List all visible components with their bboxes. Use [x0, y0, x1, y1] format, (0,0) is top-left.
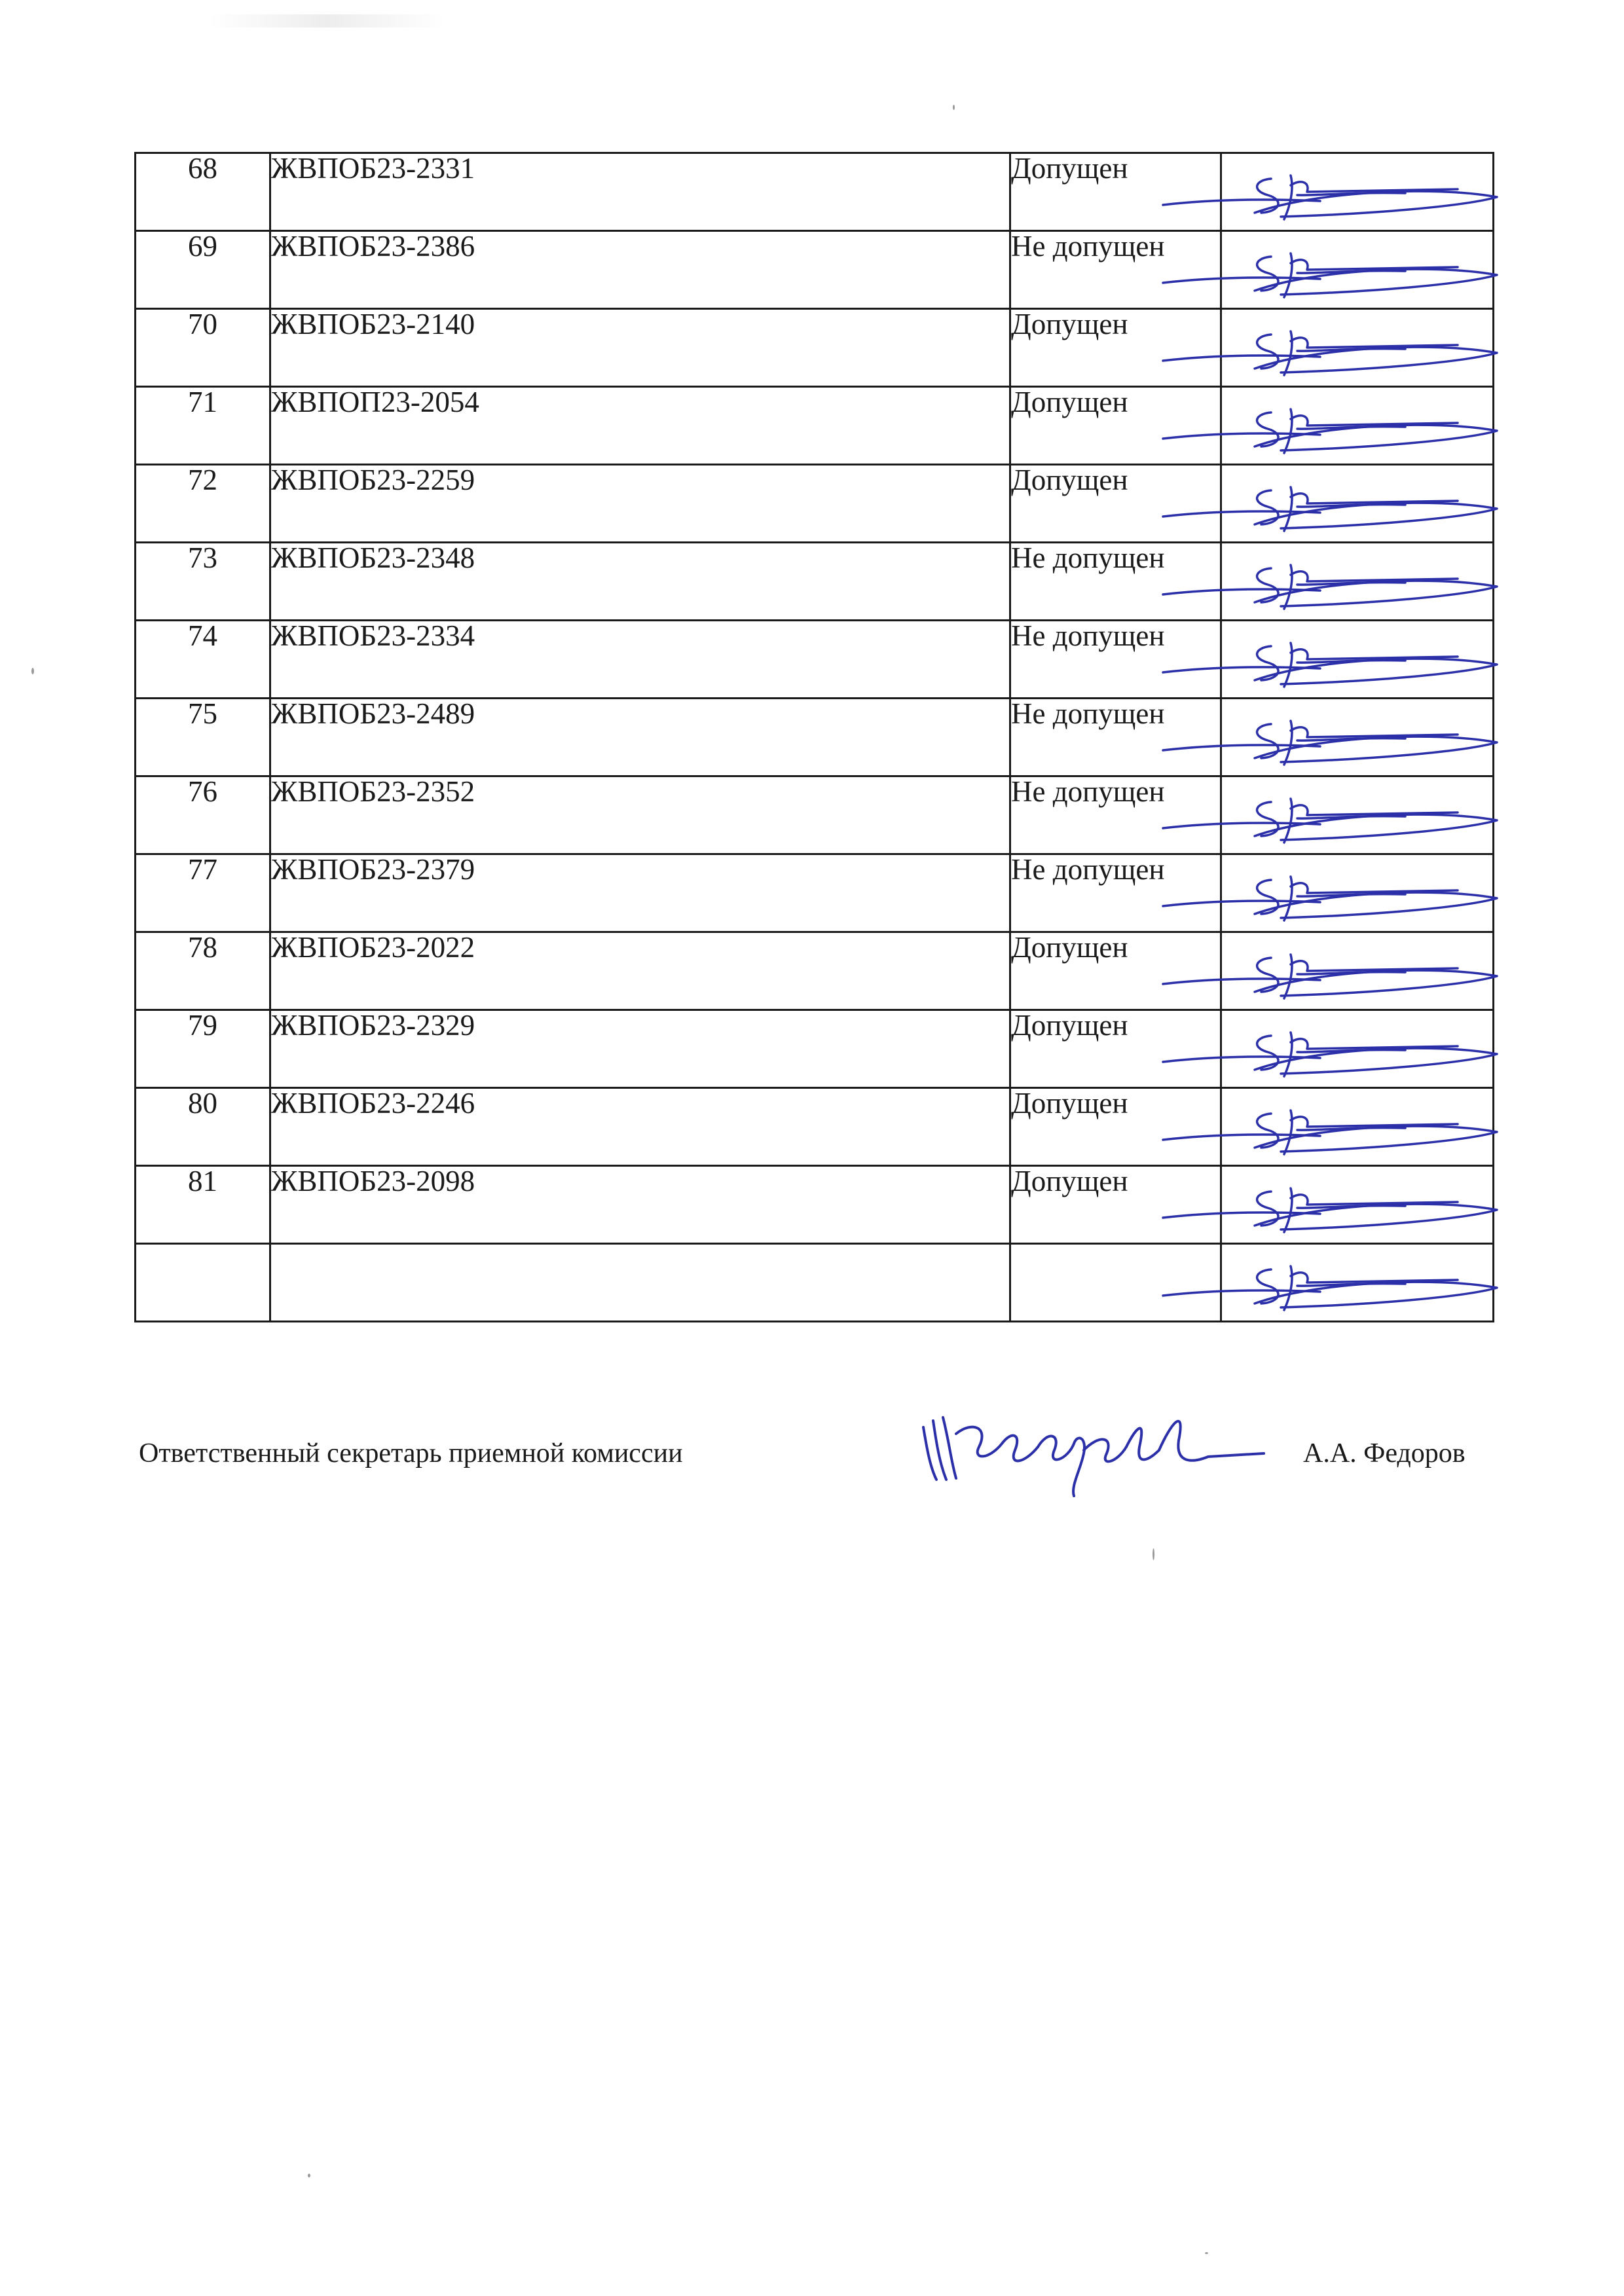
signature-cell	[1221, 1010, 1494, 1088]
admission-status: Допущен	[1010, 1088, 1221, 1166]
applicant-code	[270, 1244, 1010, 1322]
signature-cell	[1221, 932, 1494, 1010]
applicant-code: ЖВПОБ23-2334	[270, 621, 1010, 699]
admission-status: Допущен	[1010, 1166, 1221, 1244]
signature-cell	[1221, 1166, 1494, 1244]
results-table	[134, 152, 1494, 1322]
table-row	[136, 1088, 1494, 1166]
admission-status: Не допущен	[1010, 543, 1221, 621]
row-number: 81	[136, 1166, 270, 1244]
row-number: 74	[136, 621, 270, 699]
scan-speck	[1205, 2252, 1208, 2254]
signature-cell	[1221, 621, 1494, 699]
table-row	[136, 309, 1494, 387]
applicant-code: ЖВПОБ23-2246	[270, 1088, 1010, 1166]
admission-status: Допущен	[1010, 153, 1221, 231]
applicant-code: ЖВПОП23-2054	[270, 387, 1010, 465]
table-row	[136, 1010, 1494, 1088]
row-number: 78	[136, 932, 270, 1010]
admission-status: Допущен	[1010, 309, 1221, 387]
applicant-code: ЖВПОБ23-2259	[270, 465, 1010, 543]
signature-cell	[1221, 387, 1494, 465]
secretary-role: Ответственный секретарь приемной комиссии	[139, 1438, 683, 1468]
table-row	[136, 153, 1494, 231]
table-row	[136, 387, 1494, 465]
row-number: 72	[136, 465, 270, 543]
applicant-code: ЖВПОБ23-2489	[270, 699, 1010, 776]
signature-cell	[1221, 776, 1494, 854]
applicant-code: ЖВПОБ23-2329	[270, 1010, 1010, 1088]
signature-cell	[1221, 231, 1494, 309]
table-row	[136, 854, 1494, 932]
scan-speck	[308, 2174, 310, 2178]
secretary-signature	[910, 1381, 1277, 1499]
applicant-code: ЖВПОБ23-2140	[270, 309, 1010, 387]
admission-status: Не допущен	[1010, 854, 1221, 932]
table-row	[136, 1244, 1494, 1322]
applicant-code: ЖВПОБ23-2348	[270, 543, 1010, 621]
admission-status: Не допущен	[1010, 621, 1221, 699]
row-number: 79	[136, 1010, 270, 1088]
row-number: 77	[136, 854, 270, 932]
table-row	[136, 621, 1494, 699]
admission-status: Не допущен	[1010, 776, 1221, 854]
table-row	[136, 1166, 1494, 1244]
row-number: 75	[136, 699, 270, 776]
row-number: 69	[136, 231, 270, 309]
applicant-code: ЖВПОБ23-2352	[270, 776, 1010, 854]
signature-cell	[1221, 699, 1494, 776]
table-row	[136, 932, 1494, 1010]
signature-cell	[1221, 1088, 1494, 1166]
row-number: 71	[136, 387, 270, 465]
row-number: 70	[136, 309, 270, 387]
applicant-code: ЖВПОБ23-2331	[270, 153, 1010, 231]
results-table-body	[136, 153, 1494, 1322]
signature-cell	[1221, 465, 1494, 543]
secretary-name: А.А. Федоров	[1303, 1438, 1466, 1468]
admission-status: Допущен	[1010, 932, 1221, 1010]
table-row	[136, 543, 1494, 621]
admission-status: Допущен	[1010, 1010, 1221, 1088]
table-row	[136, 699, 1494, 776]
applicant-code: ЖВПОБ23-2386	[270, 231, 1010, 309]
row-number: 76	[136, 776, 270, 854]
admission-status: Не допущен	[1010, 231, 1221, 309]
row-number: 73	[136, 543, 270, 621]
scan-smudge	[210, 14, 445, 27]
row-number: 68	[136, 153, 270, 231]
admission-status: Не допущен	[1010, 699, 1221, 776]
table-row	[136, 465, 1494, 543]
row-number	[136, 1244, 270, 1322]
scan-speck	[953, 105, 955, 110]
signature-cell	[1221, 309, 1494, 387]
signature-cell	[1221, 543, 1494, 621]
table-row	[136, 231, 1494, 309]
signature-cell	[1221, 153, 1494, 231]
applicant-code: ЖВПОБ23-2098	[270, 1166, 1010, 1244]
admission-status	[1010, 1244, 1221, 1322]
scan-speck	[1153, 1548, 1154, 1560]
admission-status: Допущен	[1010, 465, 1221, 543]
signature-cell	[1221, 854, 1494, 932]
table-row	[136, 776, 1494, 854]
scan-speck	[31, 668, 34, 674]
admission-status: Допущен	[1010, 387, 1221, 465]
signature-cell	[1221, 1244, 1494, 1322]
row-number: 80	[136, 1088, 270, 1166]
applicant-code: ЖВПОБ23-2022	[270, 932, 1010, 1010]
applicant-code: ЖВПОБ23-2379	[270, 854, 1010, 932]
